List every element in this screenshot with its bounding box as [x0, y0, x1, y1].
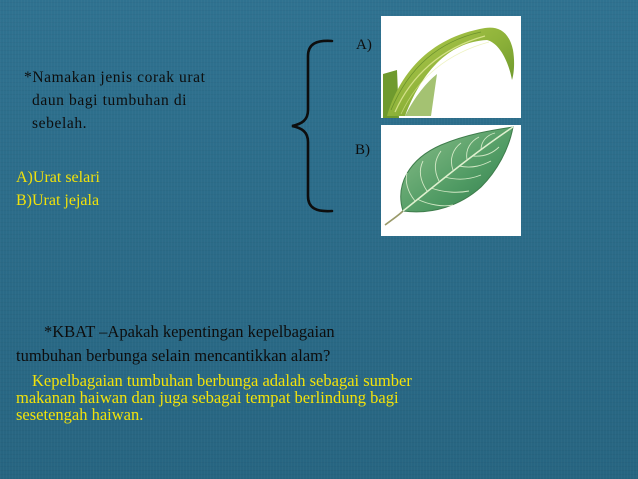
answer-two-line-2: makanan haiwan dan juga sebagai tempat berlindung bagi — [16, 388, 399, 407]
question-one-line-1: *Namakan jenis corak urat — [24, 69, 206, 86]
answers-one — [16, 166, 100, 212]
image-label-b: B) — [355, 142, 370, 158]
answer-two-line-3: sesetengah haiwan. — [16, 405, 144, 424]
question-one — [24, 66, 206, 135]
question-two-line-1: *KBAT –Apakah kepentingan kepelbagaian — [44, 322, 335, 341]
answer-a: A)Urat selari — [16, 169, 100, 186]
question-one-line-2: daun bagi tumbuhan di — [32, 92, 188, 109]
answer-b: B)Urat jejala — [16, 192, 100, 209]
image-label-a: A) — [356, 37, 372, 53]
grass-leaf-image — [381, 16, 521, 118]
answer-two-line-1: Kepelbagaian tumbuhan berbunga adalah sebagai sumber — [32, 371, 412, 390]
question-one-line-3: sebelah. — [32, 115, 88, 132]
net-veined-leaf-image — [381, 125, 521, 236]
question-two — [16, 320, 335, 368]
answer-two — [16, 372, 412, 423]
curly-brace — [270, 38, 336, 214]
question-two-line-2: tumbuhan berbunga selain mencantikkan alam? — [16, 346, 331, 365]
